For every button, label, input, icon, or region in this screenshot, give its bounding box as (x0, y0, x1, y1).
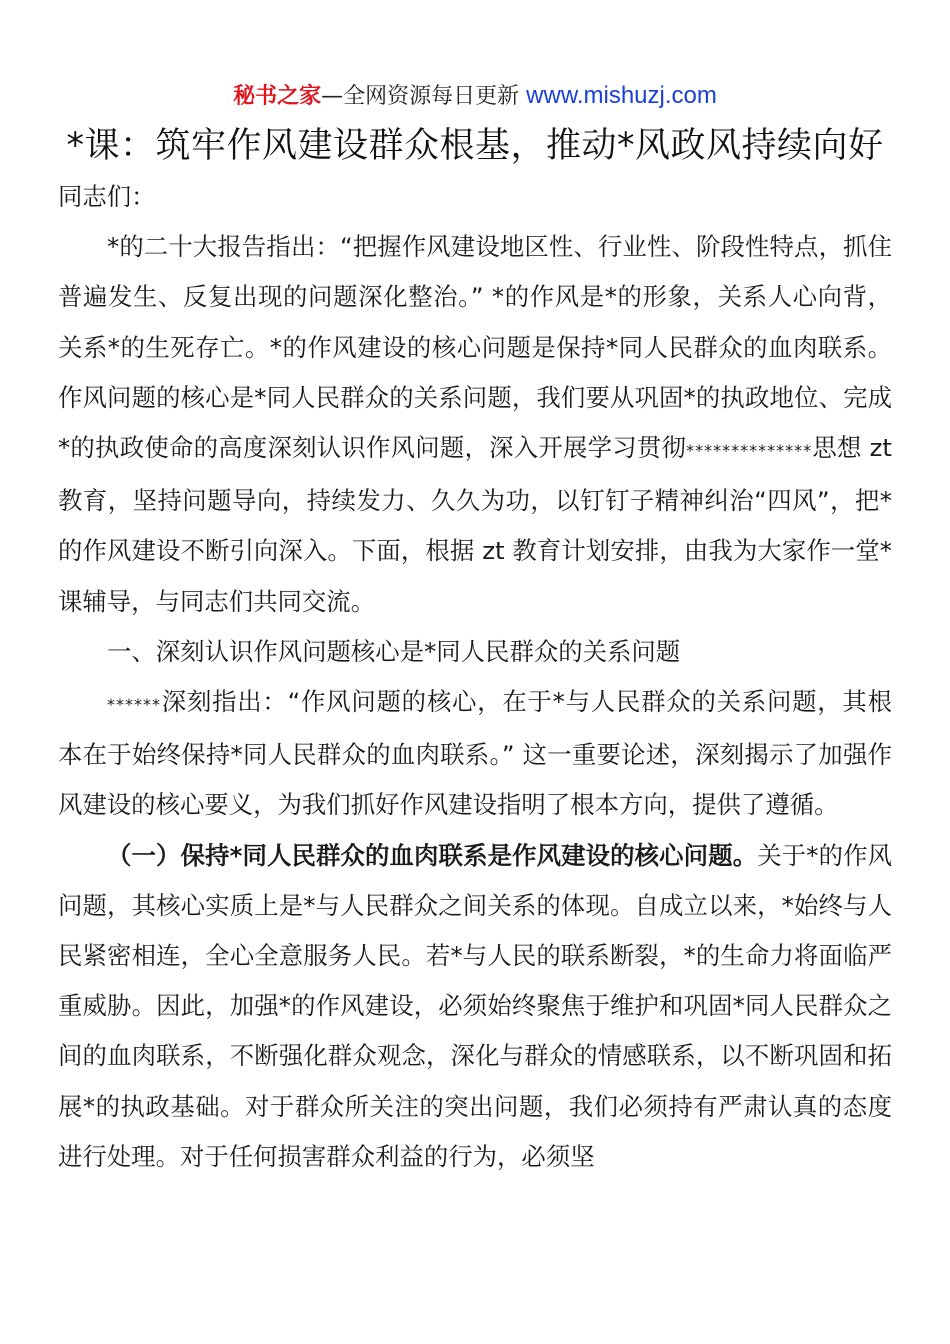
site-header (0, 80, 950, 113)
section-heading-1: 一、深刻认识作风问题核心是*同人民群众的关系问题 (107, 636, 681, 666)
subsection-1-text: 关于*的作风问题，其核心实质上是*与人民群众之间关系的体现。自成立以来，*始终与人民紧密相连，全心全意服务人民。若*与人民的联系断裂，*的生命力将面临严重威胁。因此，加强*的作风建设，必须始终聚焦于维护和巩固*同人民群众之间的血肉联系，不断强化群众观念，深化与群众的情感联系，以不断巩固和拓展*的执政基础。对于群众所关注的突出问题，我们必须持有严肃认真的态度进行处理。对于任何损害群众利益的行为，必须坚 (58, 840, 892, 1171)
document-title: *课：筑牢作风建设群众根基，推动*风政风持续向好 (66, 126, 884, 166)
paragraph-quote-text: 深刻指出：“作风问题的核心，在于*与人民群众的关系问题，其根本在于始终保持*同人民群众的血肉联系。” 这一重要论述，深刻揭示了加强作风建设的核心要义，为我们抓好作风建设指明了根本方向，提供了遵循。 (58, 687, 892, 820)
salutation: 同志们： (58, 182, 156, 211)
document-body (58, 172, 892, 1182)
site-url-link[interactable]: www.mishuzj.com (526, 82, 717, 109)
site-name: 秘书之家 (233, 84, 322, 109)
redacted-stars-short: ****** (107, 695, 161, 715)
redacted-stars: ************** (686, 441, 813, 461)
site-tagline: —全网资源每日更新 (321, 84, 527, 109)
paragraph-intro-text-a: *的二十大报告指出：“把握作风建设地区性、行业性、阶段性特点，抓住普遍发生、反复出现的问题深化整治。” *的作风是*的形象，关系人心向背，关系*的生死存亡。*的作风建设的核心问题是保持*同人民群众的血肉联系。作风问题的核心是*同人民群众的关系问题，我们要从巩固*的执政地位、完成*的执政使命的高度深刻认识作风问题，深入开展学习贯彻 (58, 232, 892, 463)
subsection-1-heading: （一）保持*同人民群众的血肉联系是作风建设的核心问题。 (107, 840, 758, 870)
paragraph-intro-text-b: 思想 zt 教育，坚持问题导向，持续发力、久久为功，以钉钉子精神纠治“四风”，把*的作风建设不断引向深入。下面，根据 zt 教育计划安排，由我为大家作一堂*课辅导，与同志们共同交流。 (58, 433, 892, 616)
paragraph-quote (58, 677, 892, 831)
paragraph-subsection-1 (58, 831, 892, 1182)
paragraph-intro (58, 222, 892, 627)
